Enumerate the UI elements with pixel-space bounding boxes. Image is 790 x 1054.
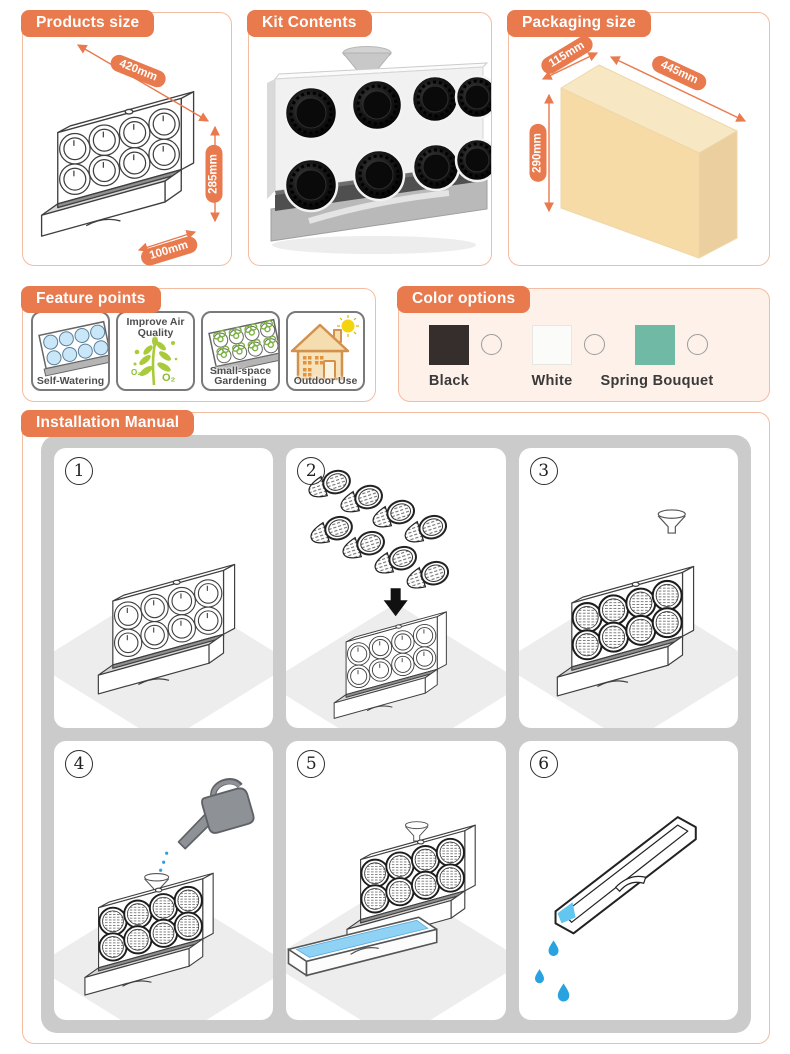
color-option-black: [428, 325, 502, 389]
manual-steps-grid: [41, 435, 751, 1033]
color-options-panel: [398, 288, 770, 402]
manual-step-6: [519, 741, 738, 1021]
svg-text:O₂: O₂: [162, 372, 176, 384]
feature-label: Outdoor Use: [293, 375, 358, 388]
color-swatches: [428, 325, 714, 389]
step-number: 1: [65, 457, 93, 485]
spring-bouquet-swatch[interactable]: [635, 325, 675, 365]
color-option-spring-bouquet: [600, 325, 714, 389]
dimension-label-depth: 100mm: [139, 234, 199, 267]
white-radio[interactable]: [584, 334, 605, 355]
white-swatch[interactable]: [532, 325, 572, 365]
step-number: 2: [297, 457, 325, 485]
color-options-title: Color options: [397, 286, 530, 313]
feature-points-title: Feature points: [21, 286, 161, 313]
black-swatch[interactable]: [429, 325, 469, 365]
manual-step-3: [519, 448, 738, 728]
products-size-panel: [22, 12, 232, 266]
step5-drain-tray-drawing: [286, 741, 505, 1021]
manual-step-2: [286, 448, 505, 728]
color-option-white: [531, 325, 605, 389]
packaging-box-drawing: [509, 13, 769, 265]
feature-self-watering: [31, 311, 110, 391]
step6-empty-tray-drawing: [519, 741, 738, 1021]
feature-points-panel: [22, 288, 376, 402]
manual-step-1: [54, 448, 273, 728]
dimension-label-width: 420mm: [108, 52, 168, 89]
color-name: Black: [428, 373, 470, 389]
feature-label: Self-Watering: [36, 375, 105, 388]
feature-air-quality: [116, 311, 195, 391]
kit-product-photo: [249, 13, 491, 265]
color-name: Spring Bouquet: [600, 373, 714, 389]
feature-outdoor-use: [286, 311, 365, 391]
step2-insert-pots-drawing: [286, 448, 505, 728]
installation-manual-panel: [22, 412, 770, 1044]
product-dimensions-drawing: [23, 13, 231, 265]
installation-manual-title: Installation Manual: [21, 410, 194, 437]
step1-empty-planter-drawing: [54, 448, 273, 728]
dimension-label-box-depth: 115mm: [538, 33, 596, 77]
feature-label: Improve Air Quality: [126, 316, 185, 339]
feature-small-space: [201, 311, 280, 391]
black-radio[interactable]: [481, 334, 502, 355]
dimension-label-height: 285mm: [206, 145, 223, 203]
color-name: White: [531, 373, 573, 389]
feature-label: Small-space Gardening: [209, 364, 272, 388]
dimension-label-box-width: 445mm: [649, 53, 708, 93]
packaging-size-panel: [508, 12, 770, 266]
feature-list: [31, 311, 365, 391]
step-number: 3: [530, 457, 558, 485]
step3-add-funnel-drawing: [519, 448, 738, 728]
kit-contents-title: Kit Contents: [247, 10, 372, 37]
spring-bouquet-radio[interactable]: [687, 334, 708, 355]
kit-contents-panel: [248, 12, 492, 266]
dimension-label-box-height: 290mm: [530, 124, 547, 182]
manual-step-4: [54, 741, 273, 1021]
step-number: 5: [297, 750, 325, 778]
products-size-title: Products size: [21, 10, 154, 37]
step-number: 4: [65, 750, 93, 778]
manual-step-5: [286, 741, 505, 1021]
step4-watering-drawing: [54, 741, 273, 1021]
packaging-size-title: Packaging size: [507, 10, 651, 37]
step-number: 6: [530, 750, 558, 778]
svg-text:O₂: O₂: [131, 368, 141, 377]
